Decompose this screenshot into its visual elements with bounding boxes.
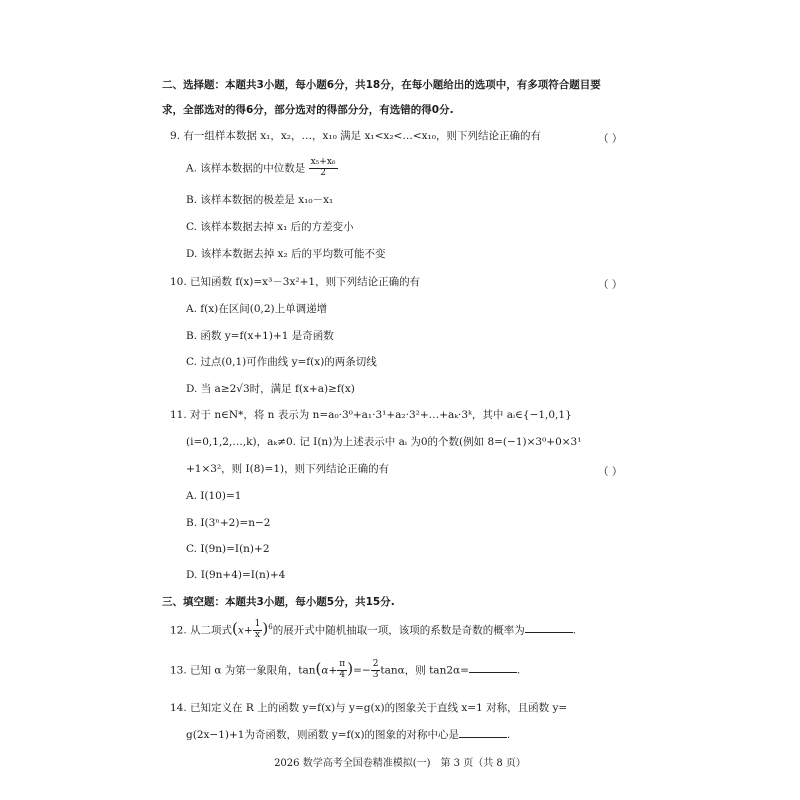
q9-option-a-fraction [309, 158, 338, 179]
q11-line2: (i=0,1,2,…,k)，aₖ≠0. 记 I(n)为上述表示中 aᵢ 为0的个数(例如 8=(−1)×3⁰+0×3¹ [186, 436, 582, 448]
q13-coef-fraction [371, 660, 381, 681]
q14-answer-blank[interactable] [459, 729, 507, 738]
q13-answer-blank[interactable] [469, 664, 517, 673]
q11-option-c: C. I(9n)=I(n)+2 [186, 543, 270, 555]
q12-answer-blank[interactable] [525, 624, 573, 633]
q12-line [170, 620, 576, 641]
section2-line1: 二、选择题：本题共3小题，每小题6分，共18分，在每小题给出的选项中，有多项符合题目要 [162, 79, 601, 91]
q13-post: tanα，则 tan2α= [380, 664, 469, 677]
q12-close-paren: ) [262, 619, 269, 638]
q10-answer-paren: （ ） [598, 279, 623, 291]
q12-exponent: 6 [268, 622, 273, 631]
q9-frac-denominator: 2 [320, 167, 326, 178]
q12-open-paren: ( [232, 619, 238, 638]
page-footer: 2026 数学高考全国卷精准模拟(一) 第 3 页（共 8 页） [274, 758, 526, 769]
section2-line2: 求，全部选对的得6分，部分选对的得部分分，有选错的得0分. [162, 104, 454, 116]
q14-end: . [507, 729, 511, 741]
q12-expr-x: x+ [237, 624, 253, 637]
q11-option-b: B. I(3ⁿ+2)=n−2 [186, 517, 271, 529]
q13-open-paren: ( [315, 659, 322, 678]
q9-option-c: C. 该样本数据去掉 x₁ 后的方差变小 [186, 221, 354, 233]
q9-option-d: D. 该样本数据去掉 x₂ 后的平均数可能不变 [186, 248, 386, 260]
q11-option-a: A. I(10)=1 [186, 490, 242, 502]
section3-heading: 三、填空题：本题共3小题，每小题5分，共15分. [162, 596, 395, 608]
q13-coef-numerator: 2 [372, 659, 379, 669]
q11-answer-paren: （ ） [598, 466, 623, 478]
q11-line1: 11. 对于 n∈N*，将 n 表示为 n=a₀·3⁰+a₁·3¹+a₂·3²+…+aₖ·3ᵏ，其中 aᵢ∈{−1,0,1} [170, 409, 572, 421]
q9-option-a [186, 158, 338, 179]
q11-line3: +1×3²，则 I(8)=1)，则下列结论正确的有 [186, 463, 390, 475]
q12-frac-denominator: x [254, 629, 261, 640]
q13-close-paren: ) [347, 659, 354, 678]
q12-post: 的展开式中随机抽取一项，该项的系数是奇数的概率为 [272, 624, 525, 637]
q9-answer-paren: （ ） [598, 133, 623, 145]
q13-arg: α+ [321, 664, 338, 677]
q14-line2 [186, 729, 510, 741]
q13-coef-denominator: 3 [372, 669, 379, 680]
q14-line1: 14. 已知定义在 R 上的函数 y=f(x)与 y=g(x)的图象关于直线 x=1 对称，且函数 y= [170, 702, 568, 714]
q10-option-d: D. 当 a≥2√3时，满足 f(x+a)≥f(x) [186, 383, 355, 395]
q9-frac-numerator: x₅+x₆ [310, 157, 336, 167]
q13-pi-denominator: 4 [339, 669, 346, 680]
q13-line [170, 660, 520, 681]
q14-line2-text: g(2x−1)+1为奇函数，则函数 y=f(x)的图象的对称中心是 [186, 729, 460, 741]
q9-option-b: B. 该样本数据的极差是 x₁₀－x₁ [186, 194, 334, 206]
q11-option-d: D. I(9n+4)=I(n)+4 [186, 569, 286, 581]
q13-pi-fraction [337, 660, 347, 681]
q13-end: . [516, 664, 521, 677]
q12-pre: 12. 从二项式 [170, 624, 233, 637]
q10-option-c: C. 过点(0,1)可作曲线 y=f(x)的两条切线 [186, 356, 377, 368]
q13-mid: =− [353, 664, 371, 677]
q9-option-a-text: A. 该样本数据的中位数是 [186, 162, 306, 175]
q12-frac-numerator: 1 [254, 619, 261, 629]
q10-option-a: A. f(x)在区间(0,2)上单调递增 [186, 303, 328, 315]
q10-stem: 10. 已知函数 f(x)=x³－3x²+1，则下列结论正确的有 [170, 276, 421, 288]
q13-pi-numerator: π [339, 659, 346, 669]
q9-stem: 9. 有一组样本数据 x₁，x₂，…，x₁₀ 满足 x₁<x₂<…<x₁₀，则下列结论正确的有 [170, 130, 541, 142]
q13-pre: 13. 已知 α 为第一象限角，tan [170, 664, 316, 677]
q12-fraction [253, 620, 263, 641]
q10-option-b: B. 函数 y=f(x+1)+1 是奇函数 [186, 330, 334, 342]
q12-end: . [572, 624, 577, 637]
